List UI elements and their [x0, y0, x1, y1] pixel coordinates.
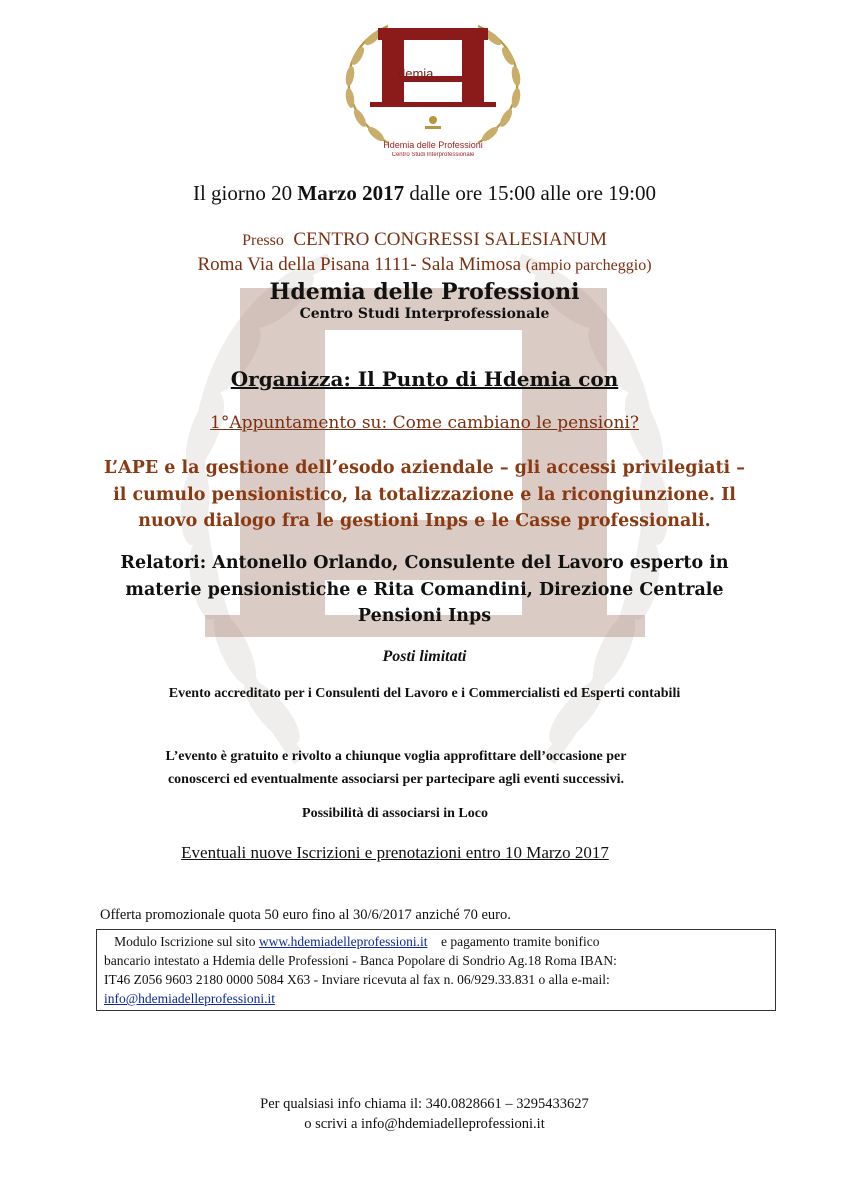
venue-name: CENTRO CONGRESSI SALESIANUM: [293, 229, 607, 250]
free-event-line: L’evento è gratuito e rivolto a chiunque voglia approfittare dell’occasione per: [165, 749, 627, 764]
logo-mark-text: demia: [398, 66, 434, 81]
speakers-paragraph: [0, 550, 849, 630]
modulo-prefix: Modulo Iscrizione sul sito: [114, 934, 256, 949]
free-event-note: [86, 745, 706, 791]
logo-tagline: Centro Studi Interprofessionale: [391, 152, 475, 158]
topic-line: L’APE e la gestione dell’esodo aziendale – gli accessi privilegiati –: [103, 458, 746, 478]
venue-parking: (ampio parcheggio): [525, 257, 652, 274]
organizza-heading: Organizza: Il Punto di Hdemia con: [230, 367, 619, 391]
iban-line: IT46 Z056 9603 2180 0000 5084 X63 - Inviare ricevuta al fax n. 06/929.33.831 o alla e-mail:: [104, 972, 610, 987]
promo-offer: Offerta promozionale quota 50 euro fino al 30/6/2017 anziché 70 euro.: [100, 907, 511, 923]
venue-address-line: [0, 254, 849, 276]
website-link[interactable]: www.hdemiadelleprofessioni.it: [258, 934, 428, 949]
event-date: [0, 181, 849, 206]
onsite-membership-note: Possibilità di associarsi in Loco: [302, 806, 488, 821]
organizer-subtitle: Centro Studi Interprofessionale: [299, 306, 550, 322]
modulo-suffix: e pagamento tramite bonifico: [440, 934, 600, 949]
speakers-line: materie pensionistiche e Rita Comandini, Direzione Centrale: [125, 579, 724, 600]
registration-deadline: Eventuali nuove Iscrizioni e prenotazioni entro 10 Marzo 2017: [181, 843, 609, 862]
registration-email-line: [104, 989, 769, 1008]
topic-line: nuovo dialogo fra le gestioni Inps e le Casse professionali.: [138, 511, 711, 531]
date-time: dalle ore 15:00 alle ore 19:00: [409, 181, 657, 205]
email-link[interactable]: info@hdemiadelleprofessioni.it: [104, 991, 276, 1006]
contact-phone: Per qualsiasi info chiama il: 340.0828661 – 3295433627: [260, 1096, 589, 1112]
speakers-line: Pensioni Inps: [357, 606, 492, 626]
logo-brand-name: Hdemia delle Professioni: [383, 140, 483, 150]
limited-seats-note: Posti limitati: [382, 648, 467, 665]
organizer-name: Hdemia delle Professioni: [269, 279, 580, 305]
accreditation-note: Evento accreditato per i Consulenti del Lavoro e i Commercialisti ed Esperti contabili: [168, 686, 681, 701]
contact-email: o scrivi a info@hdemiadelleprofessioni.it: [304, 1116, 545, 1132]
date-prefix: Il giorno 20: [192, 181, 293, 205]
bank-line: bancario intestato a Hdemia delle Professioni - Banca Popolare di Sondrio Ag.18 Roma IBAN:: [104, 953, 617, 968]
topic-paragraph: [0, 455, 849, 535]
registration-box: [96, 929, 776, 1011]
contact-info: [0, 1094, 849, 1134]
venue-name-line: [0, 229, 849, 251]
free-event-line: conoscerci ed eventualmente associarsi per partecipare agli eventi successivi.: [167, 772, 625, 787]
topic-line: il cumulo pensionistico, la totalizzazione e la ricongiunzione. Il: [113, 484, 736, 505]
appuntamento-title: 1°Appuntamento su: Come cambiano le pensioni?: [210, 413, 639, 433]
registration-line-1: [104, 932, 769, 951]
venue-address: Roma Via della Pisana 1111- Sala Mimosa: [197, 254, 522, 275]
venue-prefix: Presso: [242, 232, 284, 249]
date-month-year: Marzo 2017: [297, 181, 405, 205]
speakers-line: Relatori: Antonello Orlando, Consulente del Lavoro esperto in: [120, 553, 729, 573]
